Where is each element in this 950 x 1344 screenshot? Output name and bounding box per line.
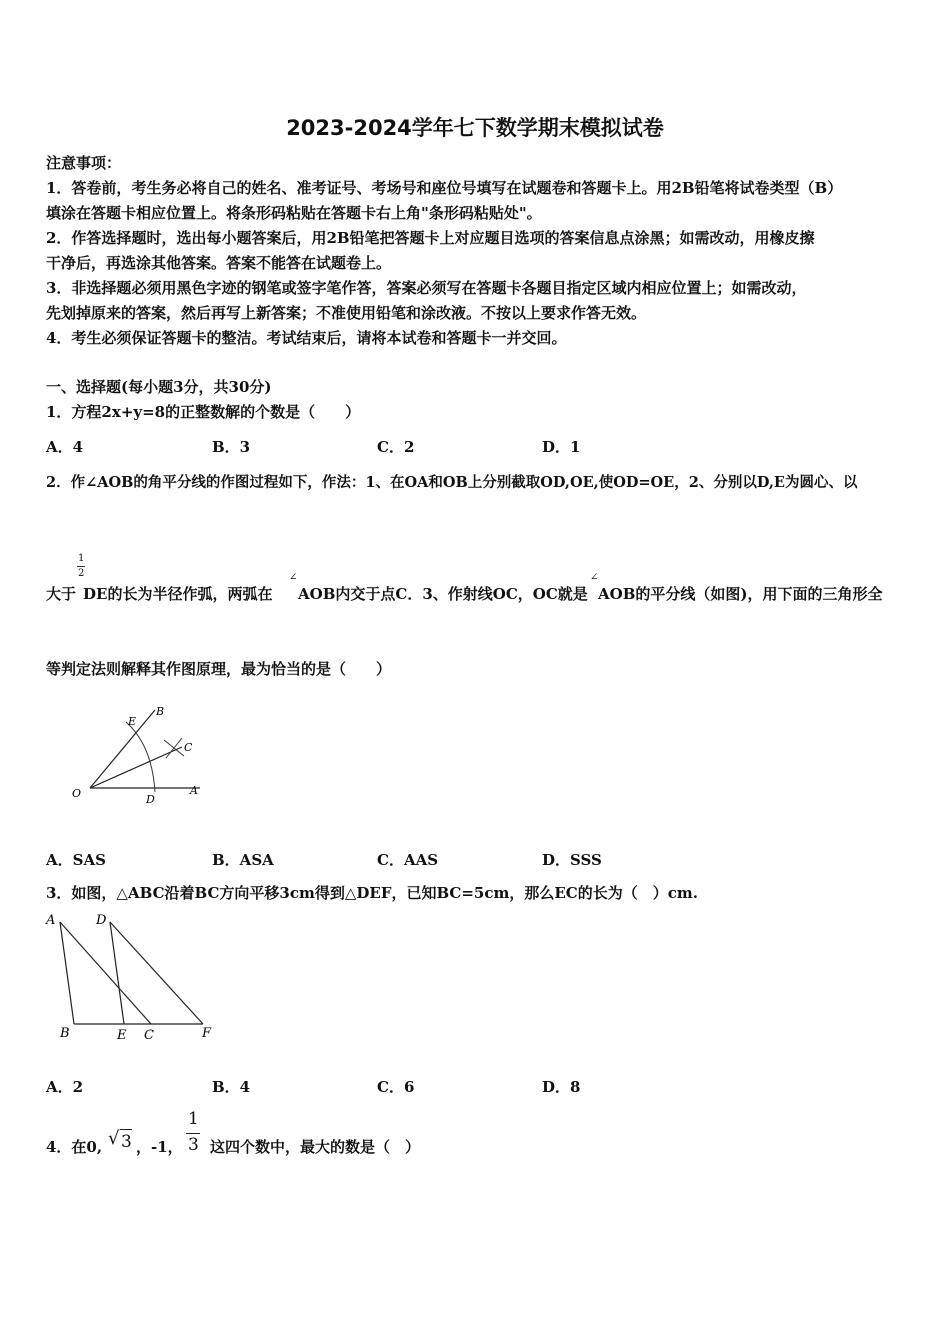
- question-4-start: 4．在0,: [46, 1138, 103, 1156]
- label-d: D: [146, 793, 155, 806]
- q4-fraction-bar: [186, 1133, 200, 1134]
- side-de: [110, 922, 124, 1024]
- label-f: F: [202, 1026, 212, 1041]
- q3-option-c: C．6: [377, 1078, 415, 1096]
- q2-fraction-denominator: 2: [78, 568, 85, 579]
- q2-option-c: C．AAS: [377, 851, 439, 869]
- q2-line2-end: AOB的平分线（如图)，用下面的三角形全: [598, 585, 883, 603]
- q3-option-a: A．2: [46, 1078, 84, 1096]
- notice-heading: 注意事项：: [46, 154, 122, 172]
- notice-line: 4．考生必须保证答题卡的整洁。考试结束后，请将本试卷和答题卡一并交回。: [46, 329, 567, 347]
- label-c: C: [144, 1028, 154, 1043]
- q3-option-d: D．8: [542, 1078, 581, 1096]
- label-a: A: [46, 913, 56, 928]
- question-2-line3: 等判定法则解释其作图原理，最为恰当的是（ ）: [46, 660, 392, 678]
- q1-option-c: C．2: [377, 438, 415, 456]
- side-ac: [60, 922, 151, 1024]
- arc-de: [126, 722, 155, 792]
- page-title: 2023-2024学年七下数学期末模拟试卷: [286, 116, 664, 140]
- notice-line: 干净后，再选涂其他答案。答案不能答在试题卷上。: [46, 254, 392, 272]
- label-a: A: [190, 784, 198, 797]
- q1-option-d: D．1: [542, 438, 581, 456]
- q4-fraction-numerator: 1: [188, 1109, 199, 1129]
- q4-fraction-denominator: 3: [188, 1135, 199, 1155]
- notice-line: 1．答卷前，考生务必将自己的姓名、准考证号、考场号和座位号填写在试题卷和答题卡上。用2B铅笔将试卷类型（B）: [46, 179, 843, 197]
- sqrt-radicand: 3: [121, 1132, 132, 1152]
- sqrt-symbol: √: [108, 1128, 120, 1149]
- translation-figure: [40, 908, 230, 1048]
- label-b: B: [60, 1026, 70, 1041]
- sqrt-bar: [120, 1129, 132, 1130]
- q2-line2-part3: AOB内交于点C．3、作射线OC，OC就是: [298, 585, 588, 603]
- q1-option-b: B．3: [212, 438, 251, 456]
- label-e: E: [128, 715, 137, 728]
- label-d: D: [96, 913, 107, 928]
- question-1-text: 1．方程2x+y=8的正整数解的个数是（ ）: [46, 403, 361, 421]
- q1-option-a: A．4: [46, 438, 84, 456]
- q2-line2-middle: DE的长为半径作弧，两弧在: [83, 585, 273, 603]
- q2-option-b: B．ASA: [212, 851, 274, 869]
- label-c: C: [184, 741, 193, 754]
- q2-fraction-numerator: 1: [78, 553, 85, 564]
- notice-line: 填涂在答题卡相应位置上。将条形码粘贴在答题卡右上角"条形码粘贴处"。: [46, 204, 542, 222]
- notice-line: 2．作答选择题时，选出每小题答案后，用2B铅笔把答题卡上对应题目选项的答案信息点涂黑；如需改动，用橡皮擦: [46, 229, 815, 247]
- angle-symbol: ∠: [590, 572, 599, 583]
- question-2-line1: 2．作∠AOB的角平分线的作图过程如下，作法：1、在OA和OB上分别截取OD,OE,使OD=OE，2、分别以D,E为圆心、以: [46, 474, 858, 491]
- q2-fraction-bar: [77, 566, 85, 567]
- label-e: E: [117, 1028, 127, 1043]
- notice-line: 先划掉原来的答案，然后再写上新答案；不准使用铅笔和涂改液。不按以上要求作答无效。: [46, 304, 647, 322]
- side-ab: [60, 922, 74, 1024]
- angle-bisector-figure: [60, 700, 220, 810]
- q2-line2-start: 大于: [46, 585, 77, 603]
- side-df: [110, 922, 203, 1024]
- question-3-text: 3．如图，△ABC沿着BC方向平移3cm得到△DEF，已知BC=5cm，那么EC的长为（ ）cm.: [46, 884, 698, 902]
- q3-option-b: B．4: [212, 1078, 251, 1096]
- angle-symbol: ∠: [289, 572, 298, 583]
- q2-option-a: A．SAS: [46, 851, 106, 869]
- ray-oc: [90, 747, 182, 788]
- section-heading: 一、选择题(每小题3分，共30分): [46, 378, 272, 396]
- label-o: O: [72, 787, 82, 800]
- label-b: B: [156, 705, 165, 718]
- question-4-end: 这四个数中，最大的数是（ ）: [210, 1138, 421, 1156]
- question-4-middle: ，-1，: [136, 1138, 183, 1156]
- q2-option-d: D．SSS: [542, 851, 602, 869]
- notice-line: 3．非选择题必须用黑色字迹的钢笔或签字笔作答，答案必须写在答题卡各题目指定区域内相应位置上；如需改动，: [46, 279, 807, 297]
